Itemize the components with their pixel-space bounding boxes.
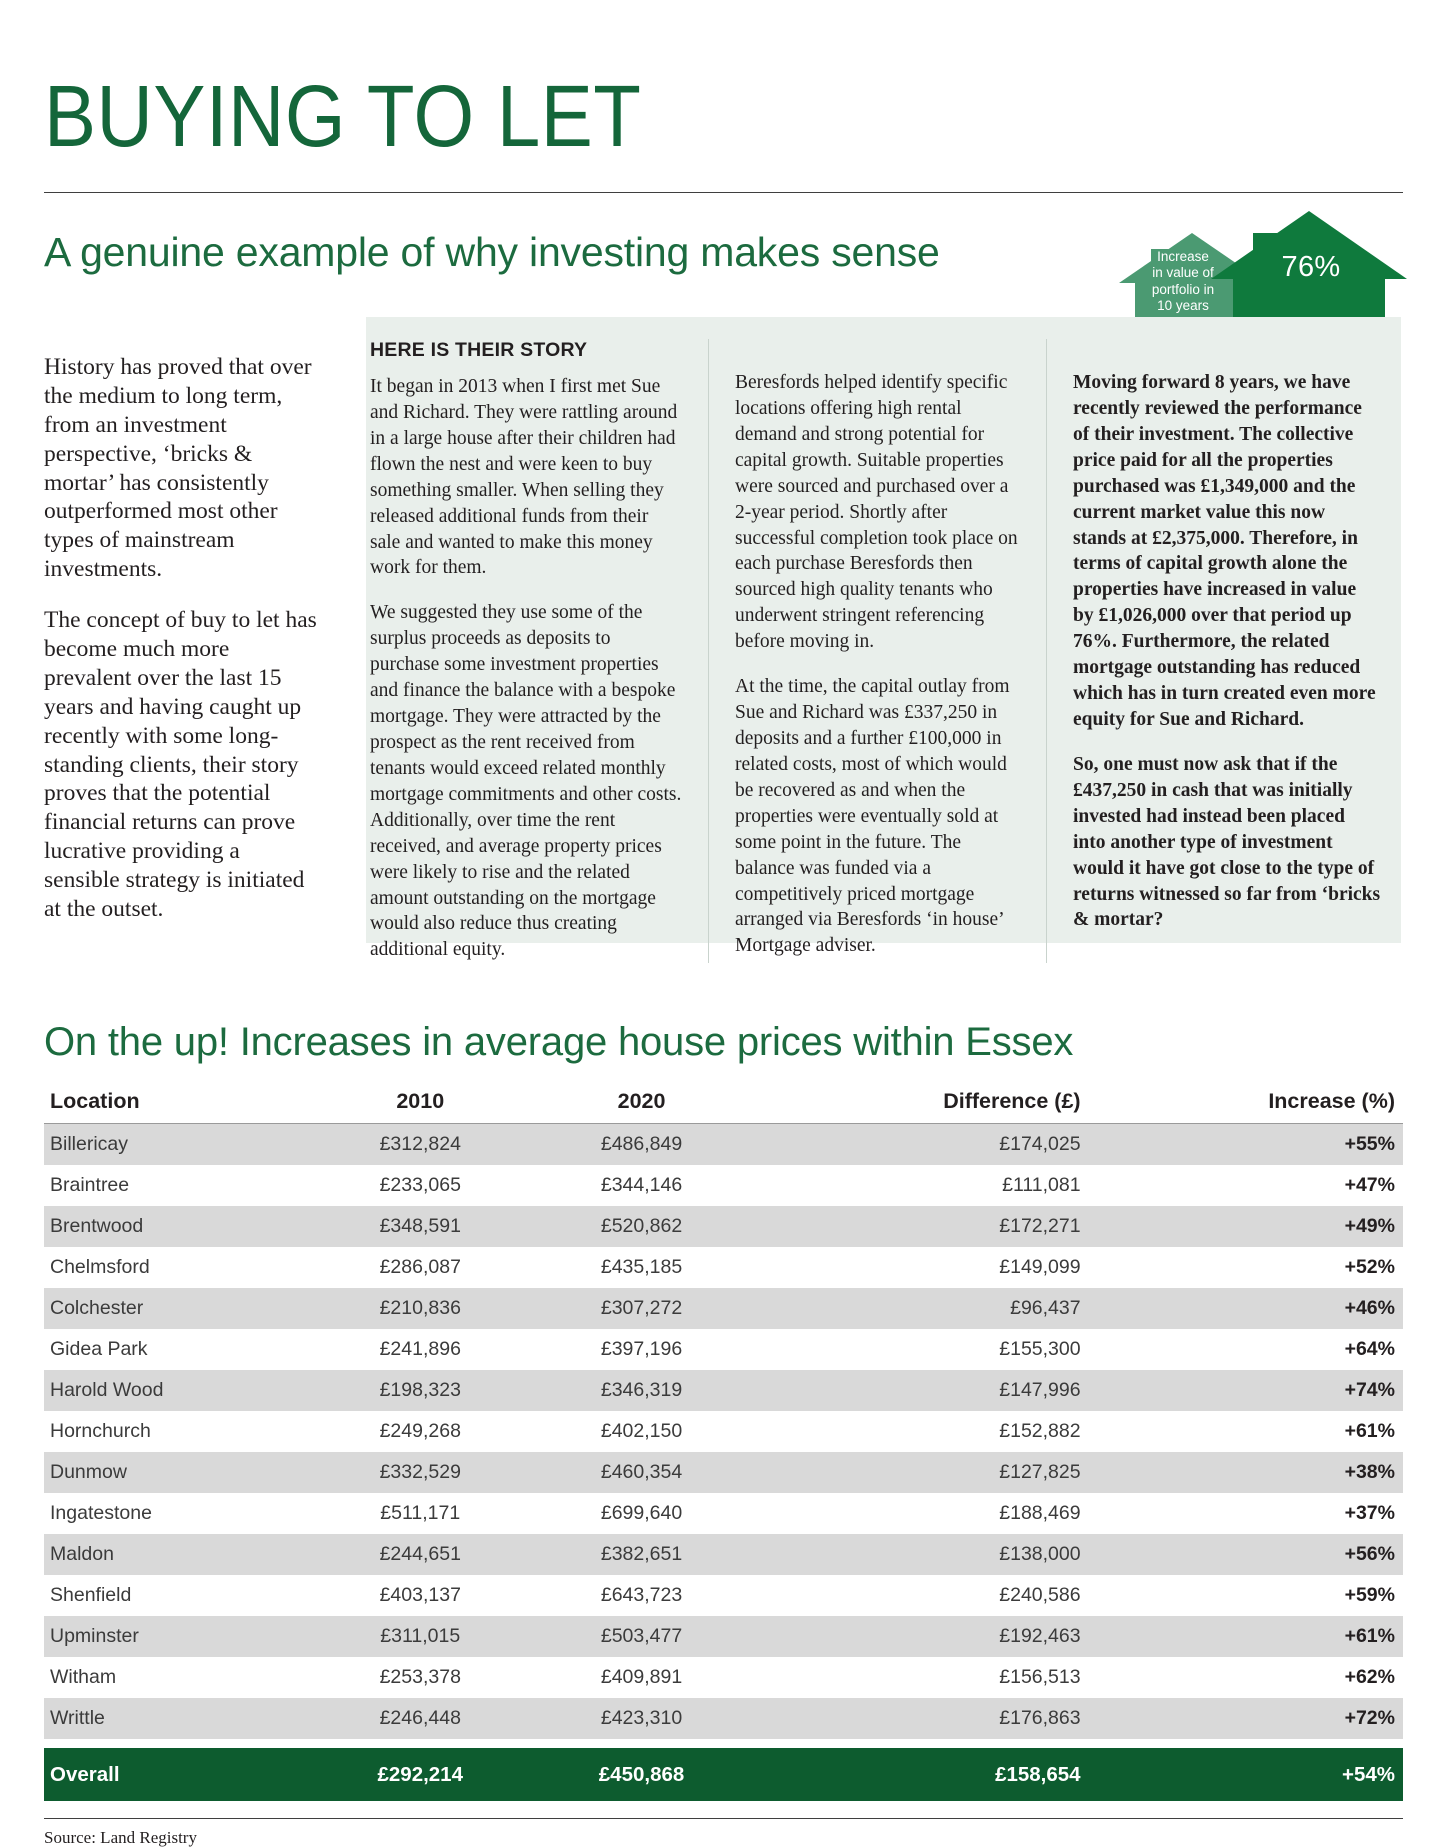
- table-row: [44, 1534, 1403, 1575]
- story-column-2: [708, 339, 1046, 963]
- story-columns: [344, 317, 1379, 989]
- subhead-row: [44, 215, 1403, 314]
- table-cell: +46%: [1107, 1288, 1403, 1329]
- table-cell: +37%: [1344, 1502, 1395, 1524]
- story-col2-paragraph-1: Beresfords helped identify specific locations offering high rental demand and strong potential for capital growth. Suitable properties were sourced and purchased over a 2-year period. Shortly after successful completion took place on each purchase Beresfords then sourced high quality tenants who underwent stringent referencing before moving in.: [735, 372, 1018, 653]
- column-header-increase: Increase (%): [1107, 1087, 1403, 1124]
- table-row: [44, 1657, 1403, 1698]
- table-cell: Colchester: [44, 1288, 310, 1329]
- table-cell: £233,065: [379, 1174, 461, 1196]
- table-cell: Billericay: [44, 1124, 310, 1166]
- table-total-cell: +54%: [1107, 1748, 1403, 1801]
- table-spacer-cell: [44, 1739, 1403, 1748]
- badge-percentage-value: 76%: [1281, 251, 1341, 283]
- table-cell: £188,469: [999, 1502, 1081, 1524]
- table-cell: £409,891: [600, 1666, 683, 1688]
- intro-paragraph-1: History has proved that over the medium to long term, from an investment perspective, ‘bricks & mortar’ has consistently outperformed most other types of mainstream investments.: [44, 354, 312, 583]
- table-cell: £402,150: [600, 1420, 683, 1442]
- table-header: [44, 1087, 1403, 1124]
- table-cell: Gidea Park: [50, 1338, 148, 1360]
- table-cell: £244,651: [310, 1534, 531, 1575]
- badge-small-label-line-4: 10 years: [1157, 298, 1209, 314]
- intro-column: [44, 317, 344, 946]
- intro-paragraph-2: The concept of buy to let has become much more prevalent over the last 15 years and having caught up recently with some long-standing clients, their story proves that the potential financial returns can prove lucrative providing a sensible strategy is initiated at the outset.: [44, 607, 317, 923]
- table-cell: £198,323: [310, 1370, 531, 1411]
- table-body: [44, 1124, 1403, 1802]
- story-column-2-spacer: [735, 339, 1020, 370]
- table-cell: £332,529: [310, 1452, 531, 1493]
- table-row: [44, 1575, 1403, 1616]
- subhead: A genuine example of why investing makes sense: [44, 229, 940, 275]
- table-cell: £155,300: [999, 1338, 1081, 1360]
- table-cell: Shenfield: [50, 1584, 132, 1606]
- table-total-row: [44, 1748, 1403, 1801]
- story-col2-paragraph-2: At the time, the capital outlay from Sue and Richard was £337,250 in deposits and a further £100,000 in related costs, most of which would be recovered as and when the properties were eventually sold at some point in the future. The balance was funded via a competitively priced mortgage arranged via Beresfords ‘in house’ Mortgage adviser.: [735, 676, 1010, 957]
- table-row: [44, 1616, 1403, 1657]
- page-title: BUYING TO LET: [44, 66, 642, 165]
- story-col1-paragraph-1: It began in 2013 when I first met Sue and Richard. They were rattling around in a large house after their children had flown the nest and were keen to buy something smaller. When selling they released additional funds from their sale and wanted to make this money work for them.: [370, 376, 678, 579]
- table-row: [44, 1452, 1403, 1493]
- table-row: [44, 1370, 1403, 1411]
- table-cell: £147,996: [752, 1370, 1106, 1411]
- house-prices-table: [44, 1087, 1403, 1801]
- table-cell: £397,196: [600, 1338, 683, 1360]
- column-header-2020: 2020: [531, 1087, 752, 1124]
- columns-wrapper: [44, 317, 1403, 989]
- table-cell: +38%: [1107, 1452, 1403, 1493]
- table-cell: £511,171: [380, 1502, 461, 1524]
- table-cell: £348,591: [310, 1206, 531, 1247]
- table-cell: +64%: [1344, 1338, 1395, 1360]
- table-cell: £149,099: [999, 1256, 1081, 1278]
- table-row: [44, 1206, 1403, 1247]
- table-cell: Hornchurch: [50, 1420, 151, 1442]
- table-cell: Dunmow: [44, 1452, 310, 1493]
- table-cell: £520,862: [531, 1206, 752, 1247]
- footer-divider: [44, 1818, 1403, 1819]
- table-cell: £111,081: [1002, 1174, 1081, 1196]
- column-header-difference: Difference (£): [752, 1087, 1106, 1124]
- table-cell: Harold Wood: [44, 1370, 310, 1411]
- house-badge-graphic: [1109, 207, 1409, 327]
- table-cell: Maldon: [44, 1534, 310, 1575]
- story-column-3: [1046, 339, 1381, 963]
- table-row: [44, 1247, 1403, 1288]
- table-cell: £486,849: [531, 1124, 752, 1166]
- table-cell: £435,185: [600, 1256, 683, 1278]
- table-cell: Braintree: [50, 1174, 130, 1196]
- table-total-cell: £158,654: [752, 1748, 1106, 1801]
- table-cell: £246,448: [310, 1698, 531, 1739]
- table-cell: £156,513: [999, 1666, 1081, 1688]
- story-column-1: [370, 339, 708, 963]
- table-total-cell: Overall: [44, 1748, 310, 1801]
- table-cell: £174,025: [752, 1124, 1106, 1166]
- table-cell: +61%: [1344, 1420, 1395, 1442]
- table-cell: £172,271: [752, 1206, 1106, 1247]
- price-table-section: [44, 1020, 1403, 1848]
- table-cell: £460,354: [531, 1452, 752, 1493]
- table-total-cell: £292,214: [310, 1748, 531, 1801]
- story-col1-paragraph-2: We suggested they use some of the surplus proceeds as deposits to purchase some investment properties and finance the balance with a bespoke mortgage. They were attracted by the prospect as the rent received from tenants would exceed related monthly mortgage commitments and other costs. Additionally, over time the rent received, and average property prices were likely to rise and the related amount outstanding on the mortgage would also reduce thus creating additional equity.: [370, 602, 682, 961]
- table-cell: £311,015: [310, 1616, 531, 1657]
- table-cell: +55%: [1107, 1124, 1403, 1166]
- table-cell: £240,586: [999, 1584, 1081, 1606]
- table-cell: £241,896: [379, 1338, 461, 1360]
- table-cell: Brentwood: [44, 1206, 310, 1247]
- table-cell: £699,640: [600, 1502, 683, 1524]
- table-cell: £96,437: [752, 1288, 1106, 1329]
- table-cell: £503,477: [531, 1616, 752, 1657]
- table-row: [44, 1411, 1403, 1452]
- table-cell: +56%: [1107, 1534, 1403, 1575]
- table-cell: £312,824: [310, 1124, 531, 1166]
- story-column-3-spacer: [1073, 339, 1381, 370]
- table-cell: +52%: [1344, 1256, 1395, 1278]
- column-header-2010: 2010: [310, 1087, 531, 1124]
- table-row: [44, 1493, 1403, 1534]
- table-cell: £253,378: [379, 1666, 461, 1688]
- story-col3-paragraph-1: Moving forward 8 years, we have recently reviewed the performance of their investment. The collective price paid for all the properties purchased was £1,349,000 and the current market value this now stands at £2,375,000. Therefore, in terms of capital growth alone the properties have increased in value by £1,026,000 over that period up 76%. Furthermore, the related mortgage outstanding has reduced which has in turn created even more equity for Sue and Richard.: [1073, 372, 1376, 730]
- badge-small-label: [1131, 249, 1235, 315]
- column-header-location: Location: [44, 1087, 310, 1124]
- source-note: Source: Land Registry: [44, 1828, 197, 1847]
- table-cell: £344,146: [600, 1174, 683, 1196]
- table-cell: Upminster: [44, 1616, 310, 1657]
- table-row: [44, 1165, 1403, 1206]
- table-row: [44, 1698, 1403, 1739]
- table-total-cell: £450,868: [531, 1748, 752, 1801]
- table-cell: £403,137: [379, 1584, 461, 1606]
- table-cell: £307,272: [531, 1288, 752, 1329]
- badge-small-label-line-2: in value of: [1152, 265, 1214, 281]
- table-cell: +61%: [1107, 1616, 1403, 1657]
- table-title: On the up! Increases in average house prices within Essex: [44, 1020, 1074, 1064]
- story-heading: HERE IS THEIR STORY: [370, 339, 588, 361]
- masthead: [44, 0, 1403, 193]
- table-cell: £423,310: [531, 1698, 752, 1739]
- table-cell: +62%: [1344, 1666, 1395, 1688]
- story-col3-paragraph-2: So, one must now ask that if the £437,250 in cash that was initially invested had instead been placed into another type of investment would it have got close to the type of returns witnessed so far from ‘bricks & mortar?: [1073, 753, 1381, 931]
- badge-small-label-line-3: portfolio in: [1151, 281, 1215, 297]
- table-cell: +59%: [1344, 1584, 1395, 1606]
- table-cell: +49%: [1107, 1206, 1403, 1247]
- badge-small-label-line-1: Increase: [1157, 249, 1209, 264]
- table-cell: £127,825: [752, 1452, 1106, 1493]
- table-spacer-row: [44, 1739, 1403, 1748]
- table-row: [44, 1288, 1403, 1329]
- table-header-row: [44, 1087, 1403, 1124]
- table-cell: +72%: [1107, 1698, 1403, 1739]
- table-cell: £192,463: [752, 1616, 1106, 1657]
- table-cell: +47%: [1344, 1174, 1395, 1196]
- table-cell: Ingatestone: [50, 1502, 152, 1524]
- table-cell: £346,319: [531, 1370, 752, 1411]
- table-cell: £382,651: [531, 1534, 752, 1575]
- table-cell: £152,882: [999, 1420, 1081, 1442]
- header-divider: [44, 192, 1403, 193]
- table-cell: £249,268: [379, 1420, 461, 1442]
- table-row: [44, 1329, 1403, 1370]
- table-cell: Writtle: [44, 1698, 310, 1739]
- table-cell: £210,836: [310, 1288, 531, 1329]
- table-row: [44, 1124, 1403, 1166]
- table-cell: Chelmsford: [50, 1256, 150, 1278]
- table-cell: £176,863: [752, 1698, 1106, 1739]
- table-cell: £286,087: [379, 1256, 461, 1278]
- table-cell: £643,723: [600, 1584, 683, 1606]
- table-cell: £138,000: [752, 1534, 1106, 1575]
- table-cell: +74%: [1107, 1370, 1403, 1411]
- table-cell: Witham: [50, 1666, 117, 1688]
- content-row: [44, 317, 1403, 989]
